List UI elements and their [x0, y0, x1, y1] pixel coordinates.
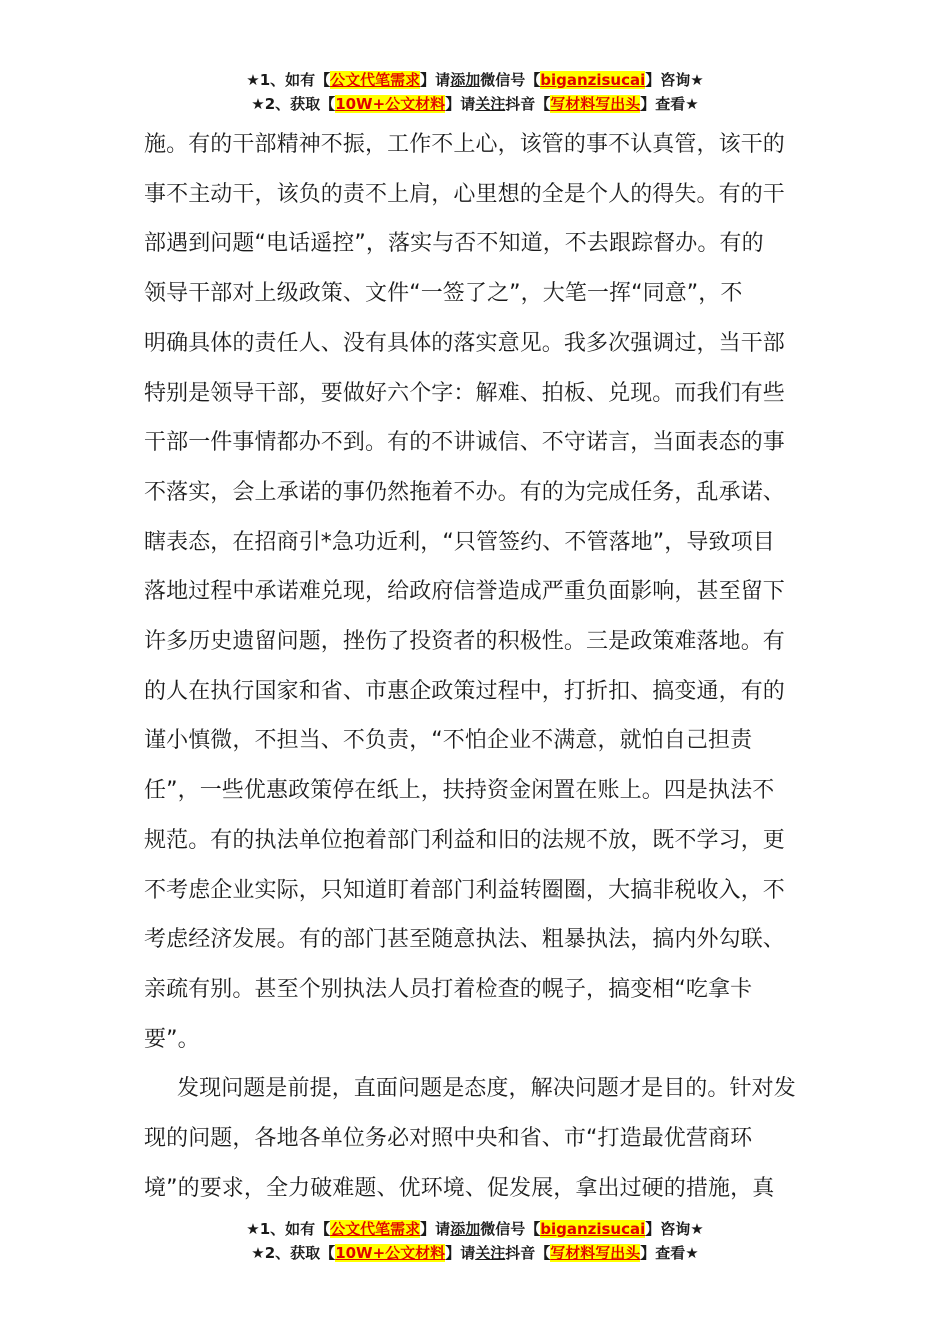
text-line: 事不主动干，该负的责不上肩，心里想的全是个人的得失。有的干	[144, 181, 785, 207]
notice-text: 】请	[445, 95, 476, 113]
notice-text: ★1、如有【	[246, 1220, 331, 1238]
notice-highlight: 公文代笔需求	[330, 1220, 421, 1238]
notice-text: 】请	[420, 71, 451, 89]
notice-text: 抖音【	[505, 1244, 551, 1262]
text-line: 谨小慎微，不担当、不负责，“不怕企业不满意，就怕自己担责	[144, 728, 753, 754]
footer-notice-line-1	[0, 1217, 950, 1241]
notice-highlight: 公文代笔需求	[330, 71, 421, 89]
notice-text: 】查看★	[640, 95, 699, 113]
notice-text: 】请	[445, 1244, 476, 1262]
notice-underline: 关注	[475, 95, 506, 113]
text-line: 领导干部对上级政策、文件“一签了之”，大笔一挥“同意”，不	[144, 281, 743, 307]
notice-text: 】查看★	[640, 1244, 699, 1262]
text-line: 规范。有的执法单位抱着部门利益和旧的法规不放，既不学习，更	[144, 827, 785, 853]
text-line: 现的问题，各地各单位务必对照中央和省、市“打造最优营商环	[144, 1126, 753, 1152]
text-line: 许多历史遗留问题，挫伤了投资者的积极性。三是政策难落地。有	[144, 629, 785, 655]
notice-text: 微信号【	[480, 71, 541, 89]
text-line: 干部一件事情都办不到。有的不讲诚信、不守诺言，当面表态的事	[144, 430, 785, 456]
header-notice-line-1	[0, 68, 950, 92]
text-line: 亲疏有别。甚至个别执法人员打着检查的幌子，搞变相“吃拿卡	[144, 976, 753, 1002]
text-line: 不考虑企业实际，只知道盯着部门利益转圈圈，大搞非税收入，不	[144, 877, 785, 903]
notice-text: ★2、获取【	[251, 95, 336, 113]
notice-text: 】咨询★	[645, 1220, 704, 1238]
notice-text: 抖音【	[505, 95, 551, 113]
text-line: 落地过程中承诺难兑现，给政府信誉造成严重负面影响，甚至留下	[144, 579, 785, 605]
notice-highlight: biganzisucai	[540, 1220, 646, 1238]
notice-highlight: 写材料写出头	[550, 95, 641, 113]
footer-notice	[0, 1217, 950, 1265]
text-line: 要”。	[144, 1026, 200, 1052]
notice-text: 】咨询★	[645, 71, 704, 89]
footer-notice-line-2	[0, 1241, 950, 1265]
document-body	[144, 120, 806, 1213]
text-line: 不落实，会上承诺的事仍然拖着不办。有的为完成任务，乱承诺、	[144, 479, 785, 505]
notice-text: ★2、获取【	[251, 1244, 336, 1262]
text-line: 发现问题是前提，直面问题是态度，解决问题才是目的。针对发	[177, 1076, 796, 1102]
notice-highlight: 10W+公文材料	[335, 95, 446, 113]
paragraph-1	[144, 120, 806, 1064]
text-line: 部遇到问题“电话遥控”，落实与否不知道，不去跟踪督办。有的	[144, 231, 764, 257]
notice-text: 微信号【	[480, 1220, 541, 1238]
notice-underline: 添加	[450, 71, 481, 89]
header-notice-line-2	[0, 92, 950, 116]
paragraph-2	[144, 1064, 806, 1213]
notice-underline: 添加	[450, 1220, 481, 1238]
text-line: 任”，一些优惠政策停在纸上，扶持资金闲置在账上。四是执法不	[144, 778, 775, 804]
text-line: 考虑经济发展。有的部门甚至随意执法、粗暴执法，搞内外勾联、	[144, 927, 785, 953]
text-line: 的人在执行国家和省、市惠企政策过程中，打折扣、搞变通，有的	[144, 678, 785, 704]
text-line: 施。有的干部精神不振，工作不上心，该管的事不认真管，该干的	[144, 132, 785, 157]
notice-text: 】请	[420, 1220, 451, 1238]
text-line: 特别是领导干部，要做好六个字：解难、拍板、兑现。而我们有些	[144, 380, 785, 406]
text-line: 明确具体的责任人、没有具体的落实意见。我多次强调过，当干部	[144, 330, 785, 356]
header-notice	[0, 68, 950, 116]
notice-text: ★1、如有【	[246, 71, 331, 89]
notice-highlight: 写材料写出头	[550, 1244, 641, 1262]
notice-highlight: biganzisucai	[540, 71, 646, 89]
notice-highlight: 10W+公文材料	[335, 1244, 446, 1262]
notice-underline: 关注	[475, 1244, 506, 1262]
text-line: 瞎表态，在招商引*急功近利，“只管签约、不管落地”，导致项目	[144, 529, 775, 555]
text-line: 境”的要求，全力破难题、优环境、促发展，拿出过硬的措施，真	[144, 1175, 775, 1201]
